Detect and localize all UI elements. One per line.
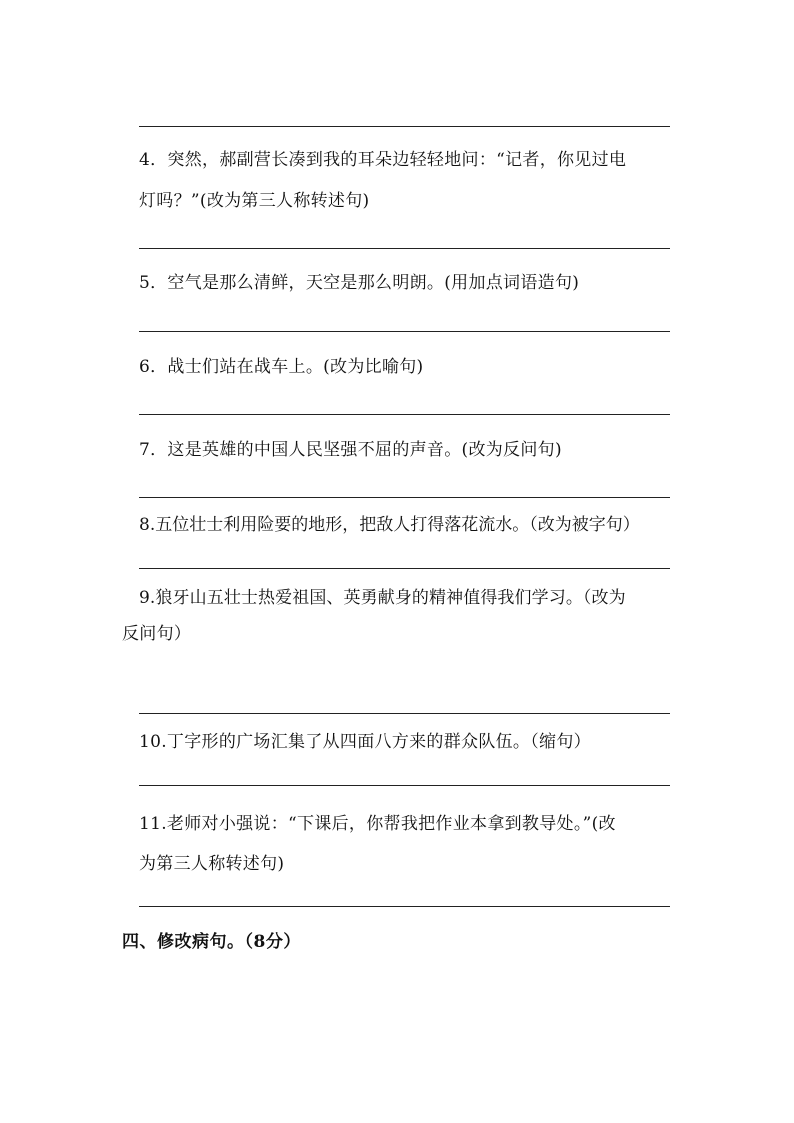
answer-line-8 [139, 568, 670, 569]
question-8-line-1: 8.五位壮士利用险要的地形，把敌人打得落花流水。（改为被字句） [139, 515, 640, 535]
answer-line-6 [139, 414, 670, 415]
question-7-line-1: 7．这是英雄的中国人民坚强不屈的声音。(改为反问句) [139, 440, 562, 460]
answer-line-4 [139, 248, 670, 249]
answer-line-9 [139, 713, 670, 714]
question-10-line-1: 10.丁字形的广场汇集了从四面八方来的群众队伍。（缩句） [139, 732, 591, 752]
answer-line-10 [139, 785, 670, 786]
answer-line-11 [139, 906, 670, 907]
question-11-line-2: 为第三人称转述句) [139, 854, 285, 874]
section-heading: 四、修改病句。（8分） [122, 932, 301, 952]
question-6-line-1: 6．战士们站在战车上。(改为比喻句) [139, 357, 424, 377]
answer-line-7 [139, 497, 670, 498]
answer-line-3 [139, 126, 670, 127]
question-4-line-2: 灯吗？”(改为第三人称转述句) [139, 191, 370, 211]
question-11-line-1: 11.老师对小强说：“下课后，你帮我把作业本拿到教导处。”(改 [139, 814, 616, 834]
question-9-line-1: 9.狼牙山五壮士热爱祖国、英勇献身的精神值得我们学习。（改为 [139, 588, 626, 608]
question-9-line-2: 反问句） [122, 624, 192, 644]
question-5-line-1: 5．空气是那么清鲜，天空是那么明朗。(用加点词语造句) [139, 273, 580, 293]
question-4-line-1: 4．突然，郝副营长凑到我的耳朵边轻轻地问：“记者，你见过电 [139, 150, 627, 170]
answer-line-5 [139, 331, 670, 332]
